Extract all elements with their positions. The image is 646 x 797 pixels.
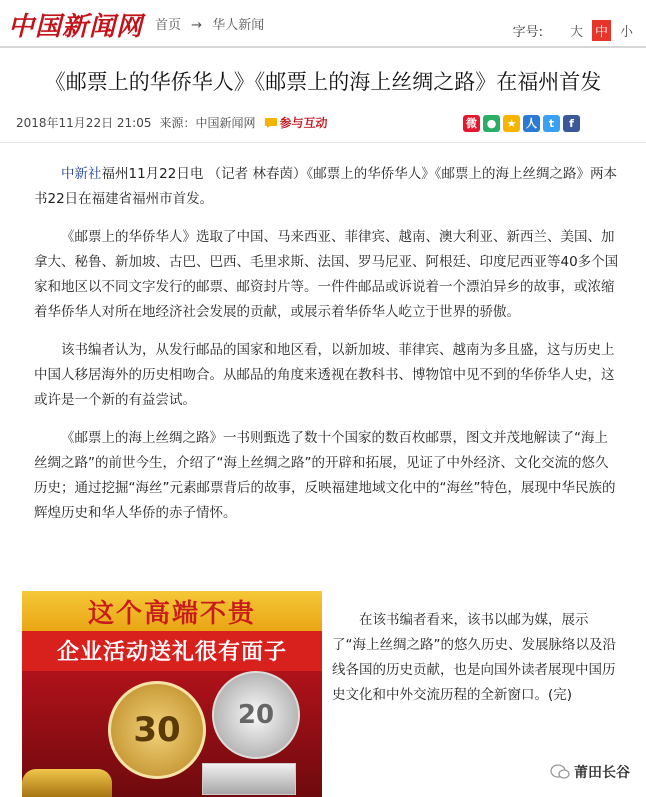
article-date: 2018年11月22日 21:05 bbox=[16, 116, 152, 130]
weibo-icon[interactable]: 微 bbox=[463, 115, 480, 132]
paragraph-5: 在该书编者看来，该书以邮为媒，展示了“海上丝绸之路”的悠久历史、发展脉络以及沿线各国的历史贡献，也是向国外读者展现中国历史文化和中外交流历程的全新窗口。(完) bbox=[332, 612, 616, 703]
font-size-label: 字号: bbox=[512, 25, 543, 40]
closing-paragraph bbox=[332, 608, 622, 708]
breadcrumb-home[interactable]: 首页 bbox=[155, 18, 182, 33]
paragraph-3: 该书编者认为，从发行邮品的国家和地区看，以新加坡、菲律宾、越南为多且盛，这与历史上中国人移居海外的历史相吻合。从邮品的角度来透视在教科书、博物馆中见不到的华侨华人史，这或许是一个新的有益尝试。 bbox=[34, 342, 615, 408]
sns-icon[interactable]: 人 bbox=[523, 115, 540, 132]
silver-coin-icon bbox=[212, 671, 300, 759]
coin-number: 30 bbox=[133, 710, 181, 750]
gold-pile-icon bbox=[22, 769, 112, 797]
interact-link[interactable] bbox=[264, 114, 328, 131]
comment-bubble-icon bbox=[264, 117, 278, 129]
wechat-icon[interactable]: ● bbox=[483, 115, 500, 132]
silver-bar-icon bbox=[202, 763, 296, 795]
ad-artwork bbox=[22, 671, 322, 797]
ad-subline: 企业活动送礼很有面子 bbox=[56, 640, 287, 665]
top-bar bbox=[0, 0, 646, 44]
wechat-account-icon bbox=[550, 764, 570, 780]
twitter-icon[interactable]: t bbox=[543, 115, 560, 132]
agency-link[interactable]: 中新社 bbox=[61, 166, 102, 182]
gold-coin-icon bbox=[108, 681, 206, 779]
account-watermark bbox=[550, 762, 630, 782]
article-meta bbox=[16, 114, 328, 131]
article-source: 来源：中国新闻网 bbox=[159, 116, 256, 130]
breadcrumb bbox=[155, 14, 270, 33]
font-size-small[interactable]: 小 bbox=[619, 25, 633, 40]
paragraph-1: 中新社福州11月22日电 （记者 林春茵）《邮票上的华侨华人》《邮票上的海上丝绸之路》两本书22日在福建省福州市首发。 bbox=[34, 166, 617, 207]
paragraph-2: 《邮票上的华侨华人》选取了中国、马来西亚、菲律宾、越南、澳大利亚、新西兰、美国、加拿大、秘鲁、新加坡、古巴、巴西、毛里求斯、法国、罗马尼亚、阿根廷、印度尼西亚等40多个国家和地区以不同文字发行的邮票、邮资封片等。一件件邮品或诉说着一个漂泊异乡的故事，或浓缩着华侨华人对所在地经济社会发展的贡献，或展示着华侨华人屹立于世界的骄傲。 bbox=[34, 229, 619, 320]
font-size-switcher bbox=[513, 20, 636, 41]
ad-headline-bar bbox=[22, 591, 322, 631]
breadcrumb-category[interactable]: 华人新闻 bbox=[212, 18, 265, 33]
share-bar bbox=[463, 115, 580, 132]
font-size-large[interactable]: 大 bbox=[569, 25, 583, 40]
meta-divider bbox=[0, 142, 646, 143]
facebook-icon[interactable]: f bbox=[563, 115, 580, 132]
interact-label: 参与互动 bbox=[279, 116, 328, 130]
header-divider bbox=[0, 46, 646, 48]
paragraph-4: 《邮票上的海上丝绸之路》一书则甄选了数十个国家的数百枚邮票，图文并茂地解读了“海上丝绸之路”的前世今生，介绍了“海上丝绸之路”的开辟和拓展，见证了中外经济、文化交流的悠久历史；通过挖掘“海丝”元素邮票背后的故事，反映福建地域文化中的“海丝”特色，展现中华民族的辉煌历史和华人华侨的赤子情怀。 bbox=[34, 430, 616, 521]
coin2-number: 20 bbox=[237, 700, 275, 730]
font-size-medium[interactable]: 中 bbox=[592, 20, 611, 41]
advertisement-banner[interactable] bbox=[22, 591, 322, 797]
ad-headline: 这个高端不贵 bbox=[87, 598, 256, 629]
article-body bbox=[34, 162, 620, 539]
qzone-icon[interactable]: ★ bbox=[503, 115, 520, 132]
article-title: 《邮票上的华侨华人》《邮票上的海上丝绸之路》在福州首发 bbox=[44, 70, 602, 94]
watermark-label: 莆田长谷 bbox=[574, 765, 630, 781]
site-logo[interactable]: 中国新闻网 bbox=[8, 12, 144, 42]
breadcrumb-arrow-icon: → bbox=[191, 18, 203, 33]
